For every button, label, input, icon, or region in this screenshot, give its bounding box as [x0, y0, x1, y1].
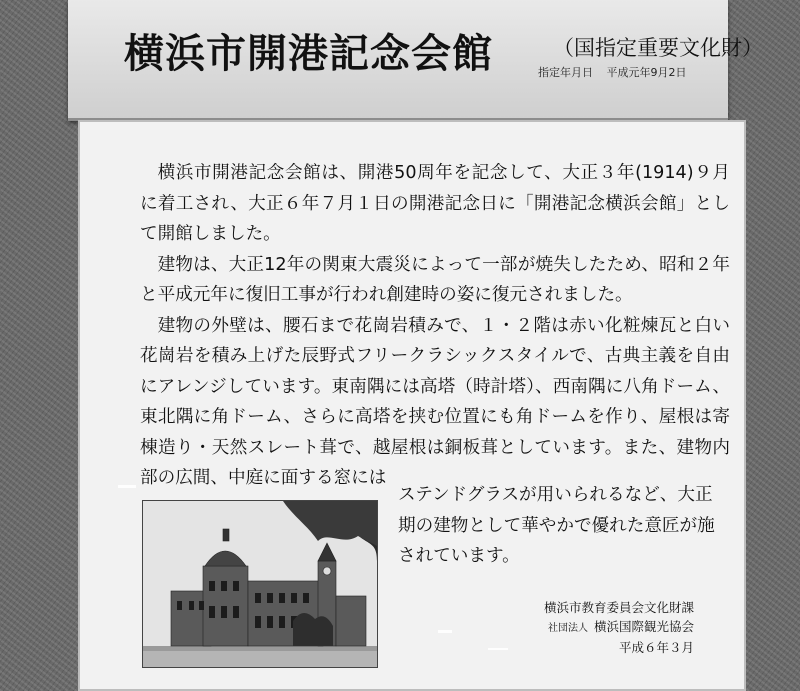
credit-date: 平成６年３月: [618, 640, 694, 655]
sign-title: 横浜市開港記念会館: [124, 31, 493, 77]
date-value: 平成元年9月2日: [606, 66, 687, 79]
title-plate: [68, 0, 763, 121]
credit-line-1: 横浜市教育委員会文化財課: [543, 600, 694, 615]
credit-line-2: [544, 617, 694, 638]
paragraph-restoration: 建物は、大正12年の関東大震災によって一部が焼失したため、昭和２年と平成元年に復旧工事が行われ創建時の姿に復元されました。: [140, 254, 730, 305]
paint-scratch: [438, 630, 452, 633]
side-text: ステンドグラスが用いられるなど、大正期の建物として華やかで優れた意匠が施されています。: [398, 485, 715, 566]
body-text: [140, 158, 730, 494]
credits: [544, 598, 694, 657]
info-board: [78, 120, 746, 691]
designation-date: [538, 64, 687, 80]
building-photo: [142, 500, 378, 668]
credit-org-name: 横浜国際観光協会: [593, 619, 694, 634]
paragraph-architecture: 建物の外壁は、腰石まで花崗岩積みで、１・２階は赤い化粧煉瓦と白い花崗岩を積み上げた辰野式フリークラシックスタイルで、古典主義を自由にアレンジしています。東南隅には高塔（時計塔）、西南隅に八角ドーム、東北隅に角ドーム、さらに高塔を挟む位置にも角ドームを作り、屋根は寄棟造り・天然スレート葺で、越屋根は銅板葺としています。また、建物内部の広間、中庭に面する窓には: [140, 315, 730, 488]
paint-scratch: [488, 648, 508, 650]
paint-scratch: [118, 485, 136, 488]
paragraph-history: 横浜市開港記念会館は、開港50周年を記念して、大正３年(1914)９月に着工され、大正６年７月１日の開港記念日に「開港記念横浜会館」として開館しました。: [140, 163, 730, 244]
date-label: 指定年月日: [538, 66, 593, 79]
credit-org-type: 社団法人: [547, 623, 588, 634]
designation-label: （国指定重要文化財）: [553, 36, 763, 60]
